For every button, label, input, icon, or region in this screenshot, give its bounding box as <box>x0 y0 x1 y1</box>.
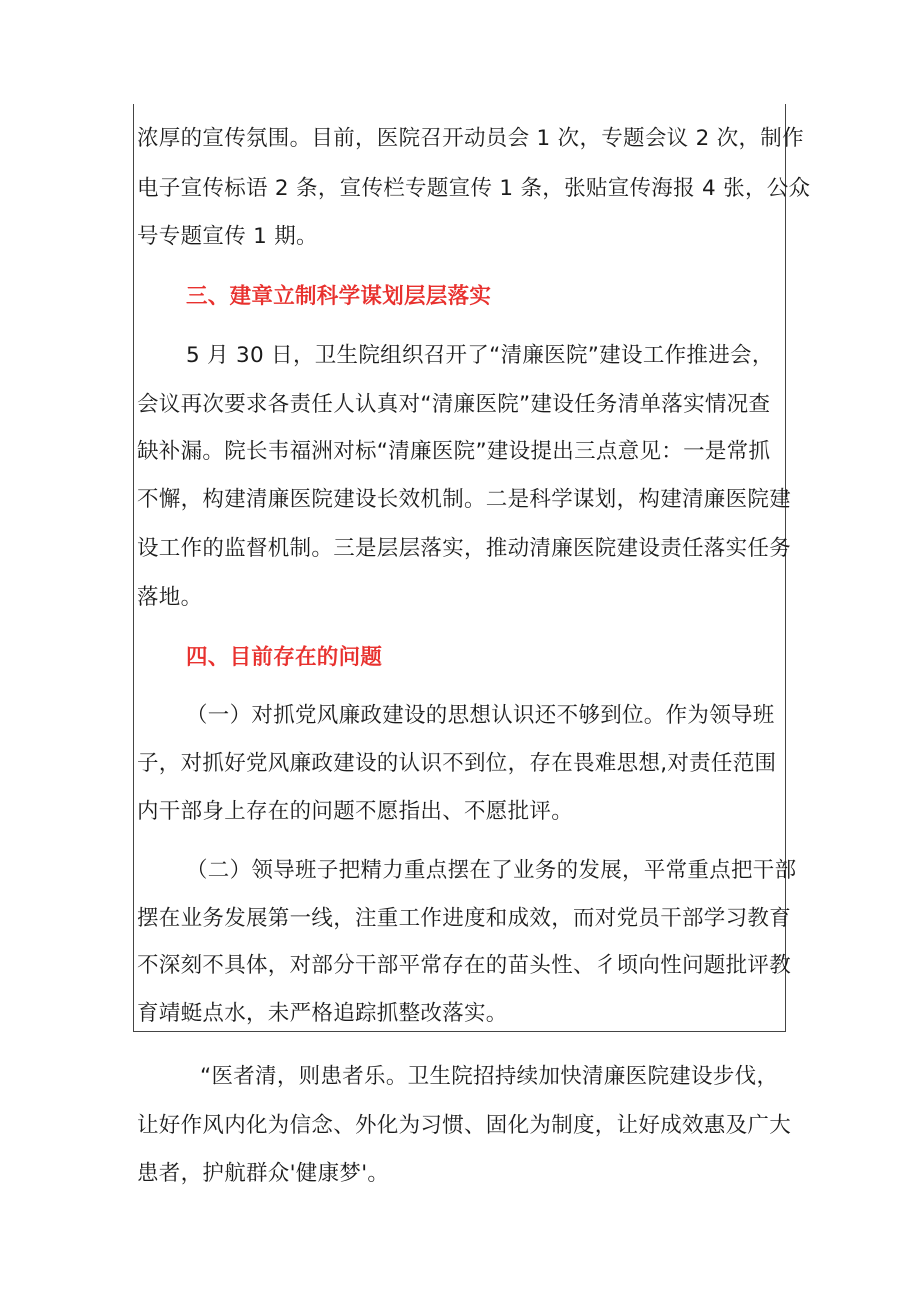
paragraph-line: 育靖蜓点水，未严格追踪抓整改落实。 <box>137 1001 508 1026</box>
paragraph-line: （一）对抓党风廉政建设的思想认识还不够到位。作为领导班 <box>186 703 775 728</box>
paragraph-line: 落地。 <box>137 585 203 610</box>
paragraph-line: 电子宣传标语 2 条，宣传栏专题宣传 1 条，张贴宣传海报 4 张，公众 <box>137 176 811 201</box>
section-heading-3: 三、建章立制科学谋划层层落实 <box>186 284 492 309</box>
section-heading-4: 四、目前存在的问题 <box>186 645 383 670</box>
closing-line: “医者清，则患者乐。卫生院招持续加快清廉医院建设步伐， <box>200 1064 779 1089</box>
paragraph-line: 不懈，构建清廉医院建设长效机制。二是科学谋划，构建清廉医院建 <box>137 487 792 512</box>
paragraph-line: 内干部身上存在的问题不愿指出、不愿批评。 <box>137 799 574 824</box>
paragraph-line: 不深刻不具体，对部分干部平常存在的苗头性、彳顷向性问题批评教 <box>137 953 792 978</box>
paragraph-line: 子，对抓好党风廉政建设的认识不到位，存在畏难思想,对责任范围 <box>137 751 777 776</box>
closing-line: 让好作风内化为信念、外化为习惯、固化为制度，让好成效惠及广大 <box>137 1113 792 1138</box>
paragraph-line: 设工作的监督机制。三是层层落实，推动清廉医院建设责任落实任务 <box>137 536 792 561</box>
paragraph-line: 号专题宣传 1 期。 <box>137 224 318 249</box>
paragraph-line: 会议再次要求各责任人认真对“清廉医院”建设任务清单落实情况查 <box>137 392 771 417</box>
paragraph-line: （二）领导班子把精力重点摆在了业务的发展，平常重点把干部 <box>186 858 797 883</box>
closing-line: 患者，护航群众'健康梦'。 <box>137 1161 390 1186</box>
paragraph-line: 摆在业务发展第一线，注重工作进度和成效，而对党员干部学习教育 <box>137 906 792 931</box>
paragraph-line: 缺补漏。院长韦福洲对标“清廉医院”建设提出三点意见：一是常抓 <box>137 439 771 464</box>
paragraph-line: 5 月 30 日，卫生院组织召开了“清廉医院”建设工作推进会， <box>186 343 774 368</box>
paragraph-line: 浓厚的宣传氛围。目前，医院召开动员会 1 次，专题会议 2 次，制作 <box>137 126 804 151</box>
